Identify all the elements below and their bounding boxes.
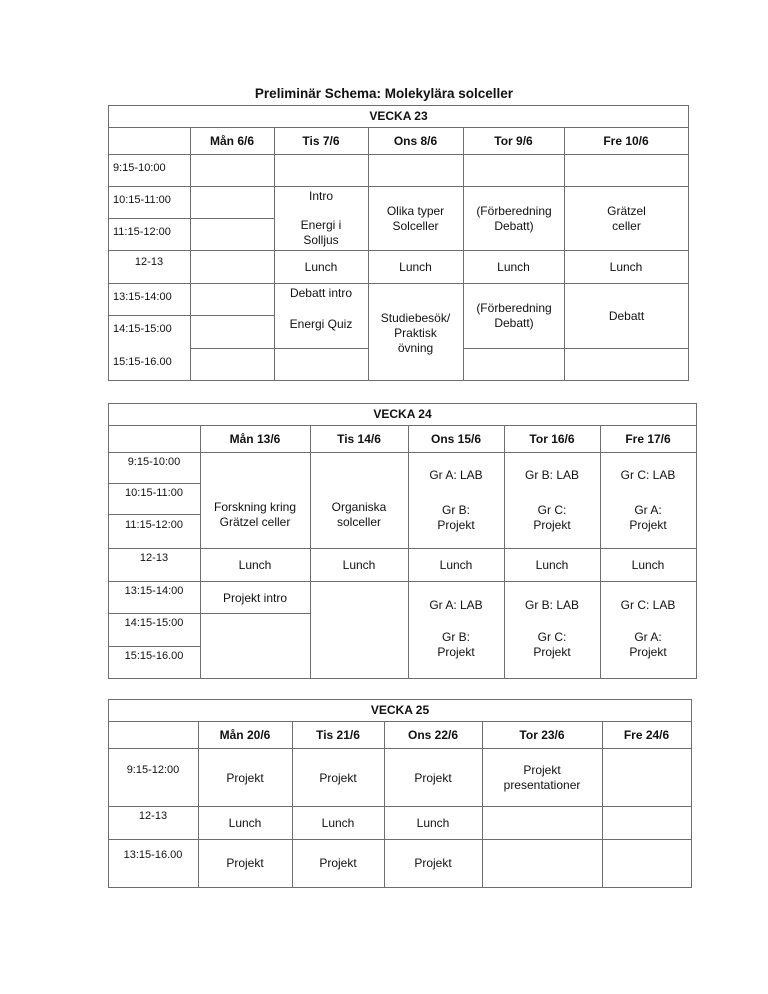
day-header: Tor 16/6 (529, 431, 575, 446)
lab-cell: Gr C: LAB (620, 467, 676, 482)
project-cell: Gr A: Projekt (629, 630, 667, 659)
time-slot: 13:15-16.00 (123, 848, 183, 861)
week-header: VECKA 25 (370, 703, 430, 717)
lunch-cell: Lunch (304, 259, 338, 274)
day-header: Ons 8/6 (393, 133, 438, 148)
time-slot: 11:15-12:00 (125, 518, 183, 531)
time-slot: 10:15-11:00 (125, 486, 183, 499)
lunch-cell: Lunch (497, 259, 530, 274)
project-cell: Projekt (319, 855, 357, 870)
page-title: Preliminär Schema: Molekylära solceller (254, 86, 514, 101)
day-header: Tis 21/6 (316, 727, 360, 742)
schedule-cell: Energi i Solljus (300, 218, 342, 247)
day-header: Tis 7/6 (302, 133, 340, 148)
lunch-cell: Lunch (228, 815, 262, 830)
project-cell: Projekt (414, 855, 452, 870)
lunch-cell: Lunch (439, 557, 473, 572)
day-header: Mån 6/6 (209, 133, 254, 148)
time-slot: 13:15-14:00 (113, 290, 172, 303)
week-header: VECKA 23 (369, 109, 428, 123)
day-header: Mån 13/6 (229, 431, 281, 446)
time-slot: 9:15-10:00 (127, 455, 181, 468)
time-slot: 14:15-15:00 (124, 616, 184, 629)
week-header: VECKA 24 (373, 407, 432, 421)
lunch-cell: Lunch (535, 557, 569, 572)
time-slot: 10:15-11:00 (113, 193, 171, 206)
day-header: Fre 10/6 (603, 133, 649, 148)
project-cell: Gr B: Projekt (437, 503, 475, 532)
lunch-cell: Lunch (416, 815, 450, 830)
schedule-cell: Grätzel celler (607, 203, 646, 233)
day-header: Tis 14/6 (337, 431, 381, 446)
lab-cell: Gr A: LAB (429, 467, 483, 482)
project-cell: Gr B: Projekt (437, 630, 475, 659)
project-cell: Projekt (226, 855, 264, 870)
day-header: Ons 15/6 (430, 431, 482, 446)
time-slot: 9:15-12:00 (126, 763, 180, 776)
time-slot: 13:15-14:00 (124, 584, 184, 597)
time-slot: 14:15-15:00 (113, 322, 172, 335)
schedule-cell: (Förberedning Debatt) (476, 203, 552, 233)
lunch-cell: Lunch (238, 557, 272, 572)
project-cell: Projekt (226, 770, 264, 785)
schedule-cell: Organiska solceller (331, 500, 387, 529)
schedule-week-24 (108, 403, 697, 679)
time-slot: 12-13 (138, 809, 168, 822)
schedule-week-25 (108, 699, 692, 888)
day-header: Fre 24/6 (623, 727, 670, 742)
time-slot: 11:15-12:00 (113, 225, 171, 238)
schedule-cell: (Förberedning Debatt) (476, 301, 552, 330)
lunch-cell: Lunch (631, 557, 665, 572)
schedule-cell: Energi Quiz (289, 316, 353, 331)
lunch-cell: Lunch (399, 259, 432, 274)
day-header: Mån 20/6 (219, 727, 271, 742)
schedule-cell: Projekt intro (222, 590, 288, 605)
schedule-cell: Debatt intro (289, 285, 353, 300)
lab-cell: Gr B: LAB (524, 597, 580, 612)
schedule-cell: Olika typer Solceller (386, 203, 445, 233)
project-cell: Gr C: Projekt (533, 503, 571, 532)
schedule-week-23 (108, 105, 689, 381)
time-slot: 15:15-16.00 (124, 649, 184, 662)
time-slot: 12-13 (139, 551, 169, 564)
schedule-cell: Forskning kring Grätzel celler (213, 500, 297, 529)
schedule-cell: Debatt (608, 308, 645, 323)
project-cell: Projekt presentationer (503, 763, 581, 792)
schedule-cell: Studiebesök/ Praktisk övning (380, 310, 451, 355)
lab-cell: Gr B: LAB (524, 467, 580, 482)
lunch-cell: Lunch (321, 815, 355, 830)
day-header: Tor 23/6 (519, 727, 565, 742)
lab-cell: Gr C: LAB (620, 597, 676, 612)
project-cell: Gr A: Projekt (629, 503, 667, 532)
day-header: Fre 17/6 (625, 431, 671, 446)
project-cell: Projekt (319, 770, 357, 785)
time-slot: 9:15-10:00 (113, 161, 166, 174)
lunch-cell: Lunch (342, 557, 376, 572)
day-header: Ons 22/6 (407, 727, 459, 742)
project-cell: Projekt (414, 770, 452, 785)
lunch-cell: Lunch (609, 259, 643, 274)
day-header: Tor 9/6 (494, 133, 533, 148)
project-cell: Gr C: Projekt (533, 630, 571, 659)
schedule-cell: Intro (308, 188, 333, 203)
time-slot: 12-13 (134, 255, 164, 268)
lab-cell: Gr A: LAB (429, 597, 483, 612)
time-slot: 15:15-16.00 (113, 355, 172, 368)
